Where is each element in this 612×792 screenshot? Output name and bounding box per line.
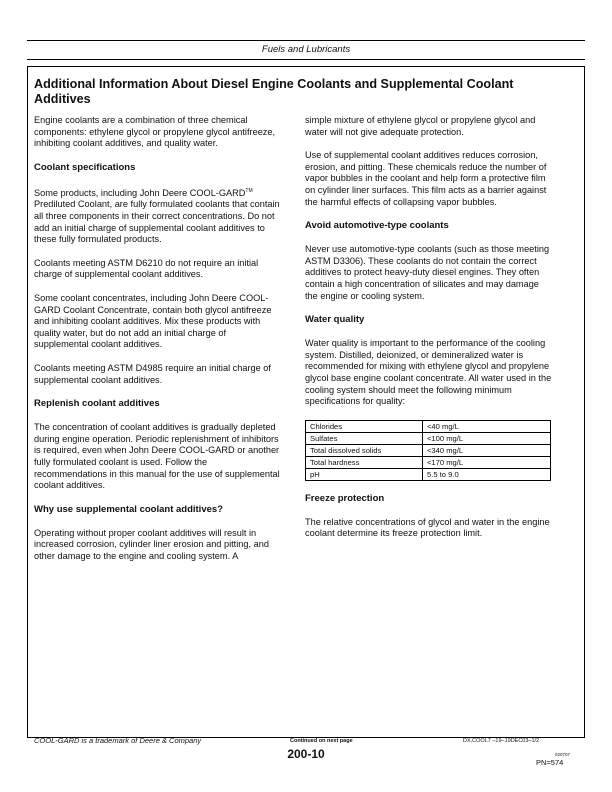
replenish-paragraph: The concentration of coolant additives is gradually depleted during engine operation. Periodic replenishment of inhibitors is required, even when John Deere COOL-GARD or another fully formulated coolant is used. Follow the recommendations in this manual for the use of supplemental coolant additives. [34,422,280,491]
replenish-heading: Replenish coolant additives [34,398,160,410]
table-cell-value: <40 mg/L [423,420,551,432]
document-code: DX,COOL7 –19–19DEC03–1/2 [463,738,540,744]
right-column [305,115,553,552]
table-cell-property: Total hardness [306,456,423,468]
water-quality-table [305,420,551,481]
table-cell-value: <170 mg/L [423,456,551,468]
continued-note: Continued on next page [290,738,353,744]
specs-paragraph-1 [34,186,280,246]
table-cell-property: pH [306,468,423,480]
why-use-heading: Why use supplemental coolant additives? [34,503,223,515]
table-cell-property: Sulfates [306,432,423,444]
table-row [306,456,551,468]
avoid-automotive-heading: Avoid automotive-type coolants [305,220,449,232]
specs-paragraph-2: Coolants meeting ASTM D6210 do not require an initial charge of supplemental coolant additives. [34,257,259,280]
coolant-specifications-heading: Coolant specifications [34,161,136,173]
trademark-footnote: COOL-GARD is a trademark of Deere & Company [34,736,202,745]
trademark-symbol: TM [245,187,253,194]
intro-paragraph: Engine coolants are a combination of three chemical components: ethylene glycol or propylene glycol antifreeze, inhibiting coolant additives, and quality water. [34,115,276,149]
page-title: Additional Information About Diesel Engine Coolants and Supplemental Coolant Additives [34,77,514,106]
specs-p1-text-a: Some products, including John Deere COOL-GARD [34,187,246,198]
table-cell-property: Chlorides [306,420,423,432]
additives-benefit-paragraph: Use of supplemental coolant additives reduces corrosion, erosion, and pitting. These chemicals reduce the number of vapor bubbles in the coolant and help form a protective film on cylinder liner surfaces. This film acts as a barrier against the harmful effects of collapsing vapor bubbles. [305,150,547,207]
freeze-protection-paragraph: The relative concentrations of glycol and water in the engine coolant determine its freeze protection limit. [305,516,550,539]
table-row [306,420,551,432]
pn-code: PN=574 [536,758,564,767]
table-row [306,432,551,444]
table-cell-value: 5.5 to 9.0 [423,468,551,480]
specs-p1-text-b: Prediluted Coolant, are fully formulated coolants that contain all three components in their correct concentrations. Do not add an initial charge of supplemental coolant additives to these fully formulated products. [34,199,280,245]
freeze-protection-heading: Freeze protection [305,492,385,504]
table-row [306,468,551,480]
water-quality-heading: Water quality [305,314,365,326]
specs-paragraph-4: Coolants meeting ASTM D4985 require an initial charge of supplemental coolant additives. [34,362,271,385]
avoid-automotive-paragraph: Never use automotive-type coolants (such as those meeting ASTM D3306). These coolants do not contain the correct additives to protect heavy-duty diesel engines. They often contain a high concentration of silicates and may damage the engine or cooling system. [305,244,550,301]
table-cell-value: <100 mg/L [423,432,551,444]
specs-paragraph-3: Some coolant concentrates, including John Deere COOL-GARD Coolant Concentrate, contain both glycol antifreeze and inhibiting coolant additives. Mix these products with quality water, but do not add an initial charge of supplemental coolant additives. [34,293,272,350]
continued-paragraph: simple mixture of ethylene glycol or propylene glycol and water will not give adequate protection. [305,115,536,137]
date-code: 020707 [555,752,571,757]
running-header [27,40,585,60]
why-use-paragraph: Operating without proper coolant additives will result in increased corrosion, cylinder liner erosion and pitting, and other damage to the engine and cooling system. A [34,527,269,561]
table-cell-property: Total dissolved solids [306,444,423,456]
page-number: 200-10 [287,747,325,761]
table-row [306,444,551,456]
water-quality-paragraph: Water quality is important to the performance of the cooling system. Distilled, deionized, or demineralized water is recommended for mixing with ethylene glycol and propylene glycol base engine coolant concentrate. All water used in the cooling system should meet the following minimum specifications for quality: [305,338,552,407]
section-title: Fuels and Lubricants [261,44,351,55]
left-column [34,115,280,575]
table-cell-value: <340 mg/L [423,444,551,456]
